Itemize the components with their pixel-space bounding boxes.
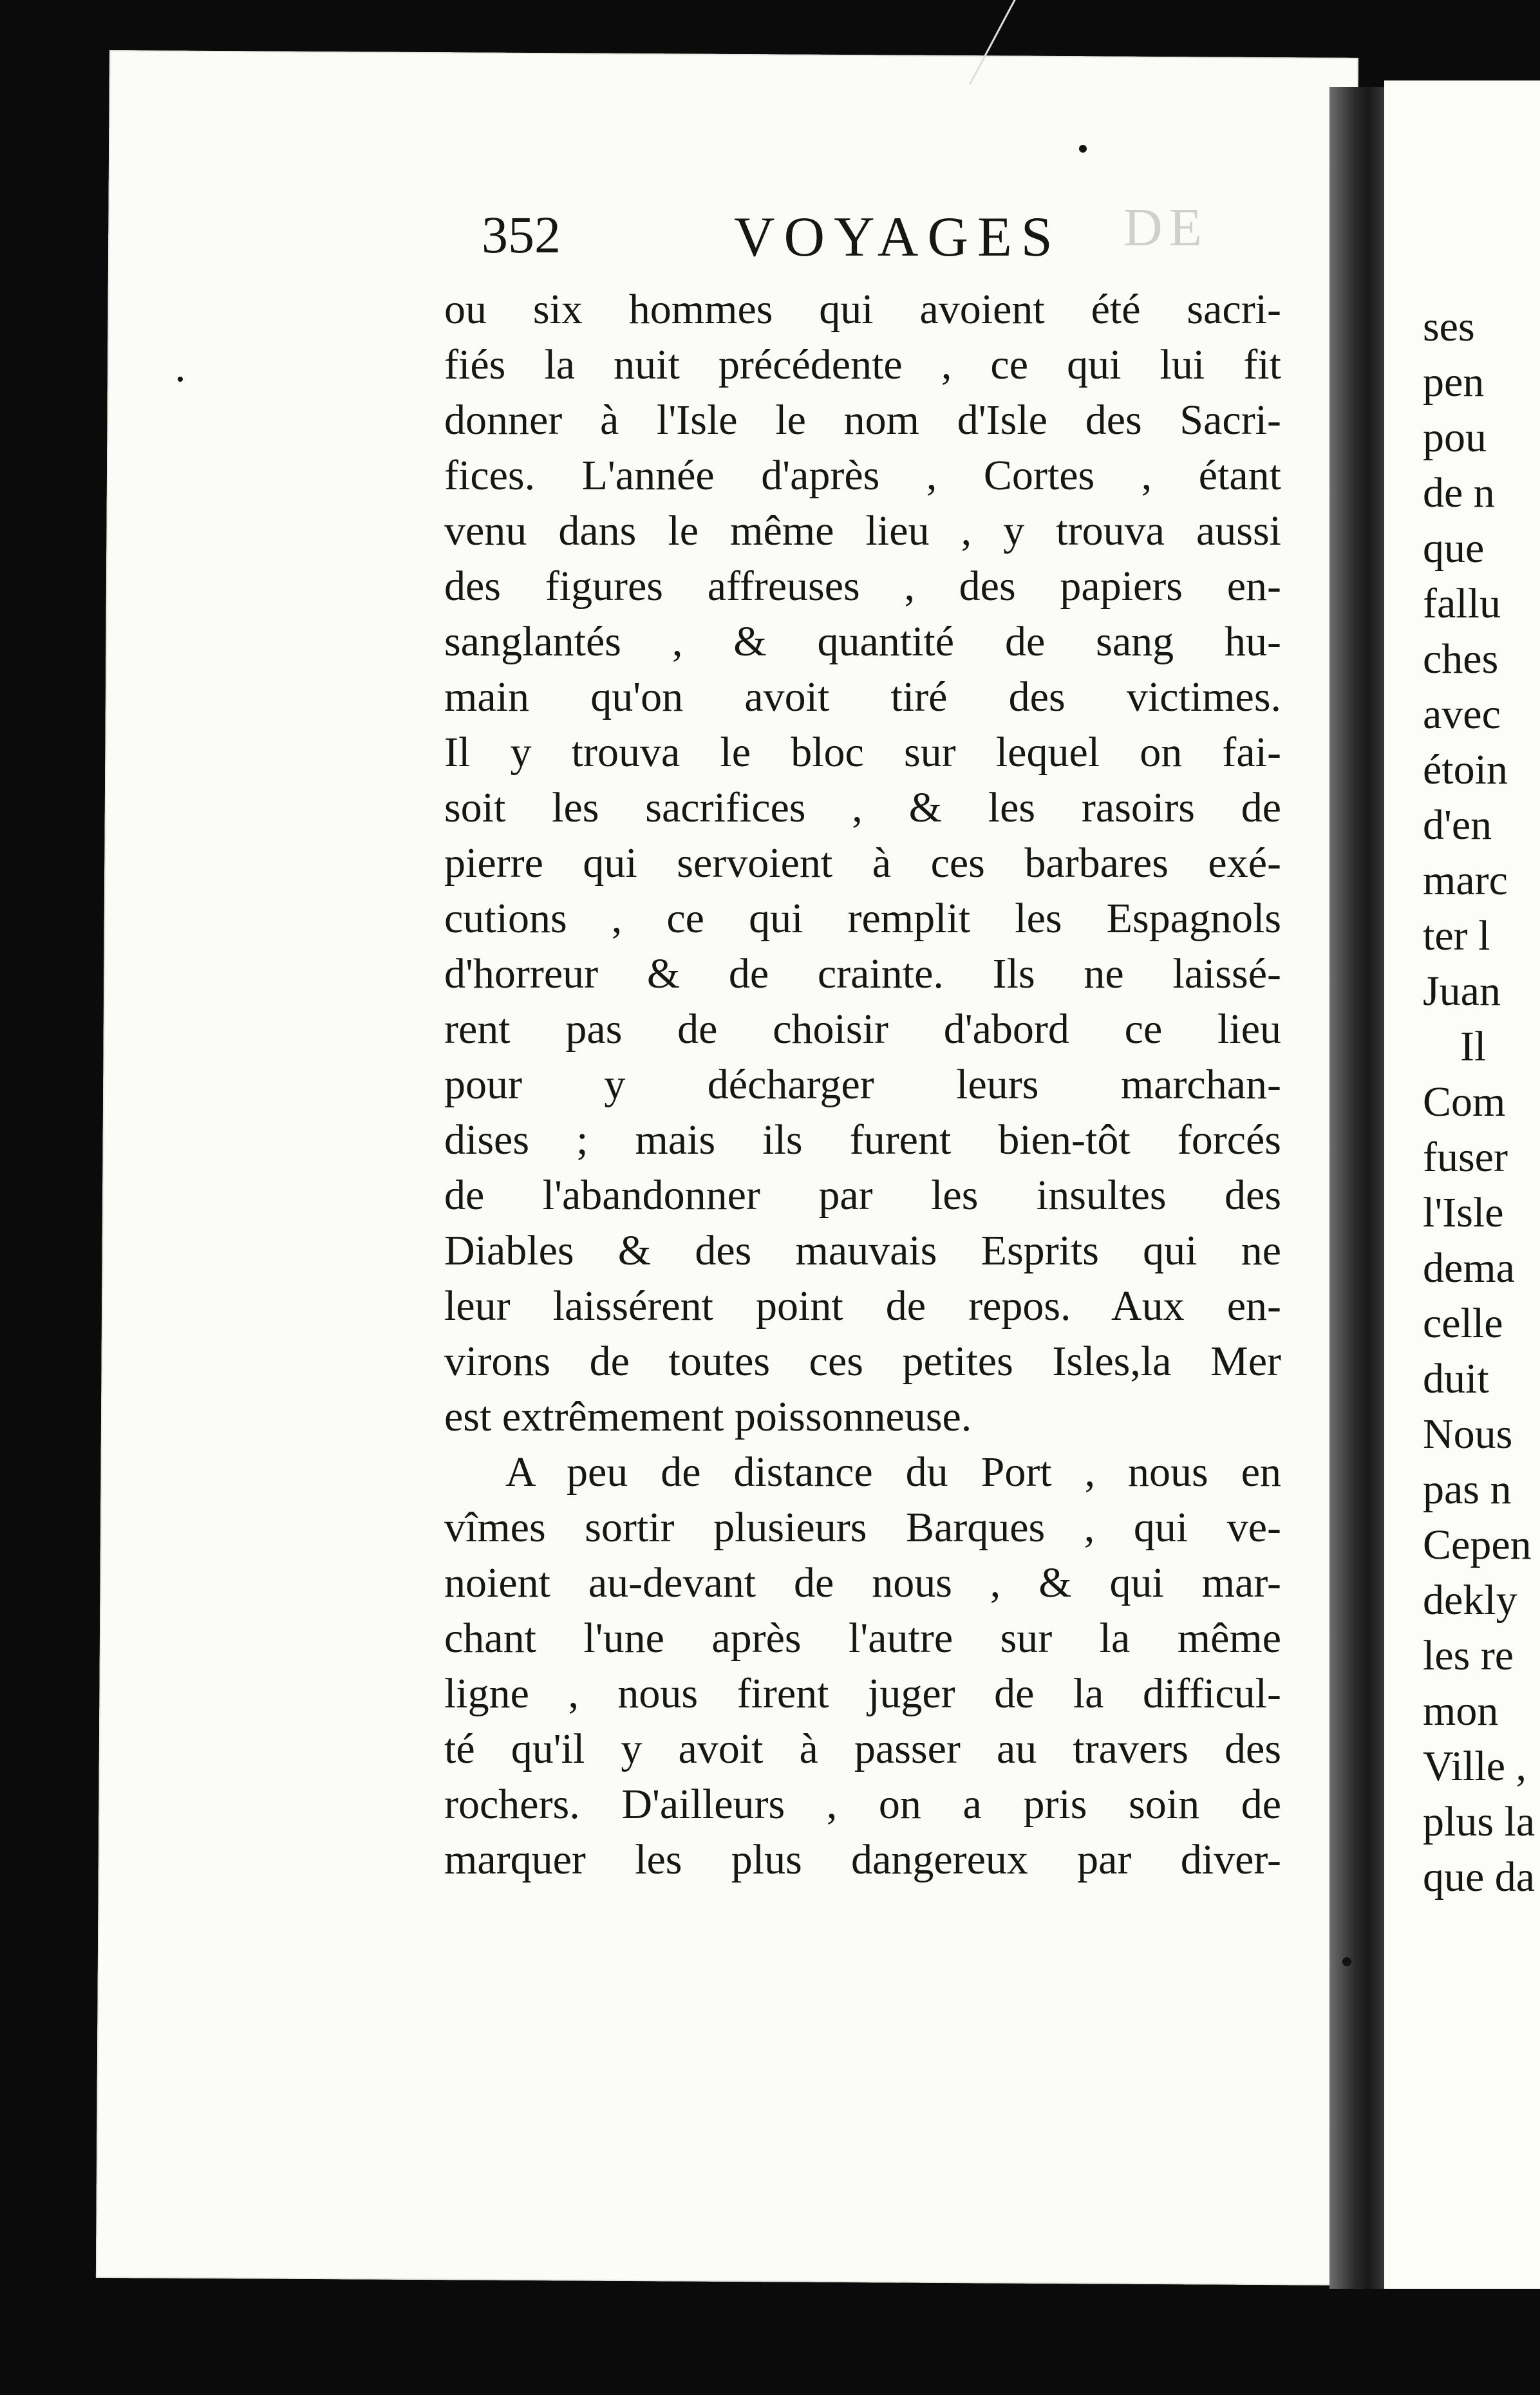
text-fragment: pou bbox=[1423, 414, 1487, 461]
text-fragment: dekly bbox=[1423, 1577, 1517, 1624]
text-line: noient au-devant de nous , & qui mar- bbox=[444, 1559, 1281, 1606]
text-line: dises ; mais ils furent bien-tôt forcés bbox=[444, 1116, 1281, 1163]
text-line: marquer les plus dangereux par diver- bbox=[444, 1836, 1281, 1883]
text-fragment: fuser bbox=[1423, 1134, 1508, 1181]
text-line: sanglantés , & quantité de sang hu- bbox=[444, 618, 1281, 665]
text-fragment: dema bbox=[1423, 1244, 1515, 1291]
book-gutter-shadow bbox=[1329, 87, 1386, 2289]
page-number: 352 bbox=[482, 205, 561, 264]
text-fragment: mon bbox=[1423, 1687, 1499, 1734]
text-line: rochers. D'ailleurs , on a pris soin de bbox=[444, 1781, 1281, 1828]
text-line: venu dans le même lieu , y trouva aussi bbox=[444, 507, 1281, 554]
text-line: pierre qui servoient à ces barbares exé- bbox=[444, 840, 1281, 887]
text-fragment: celle bbox=[1423, 1300, 1503, 1347]
text-fragment: ter l bbox=[1423, 912, 1490, 959]
text-fragment: Nous bbox=[1423, 1411, 1513, 1458]
text-line: pour y décharger leurs marchan- bbox=[444, 1061, 1281, 1108]
text-fragment: de n bbox=[1423, 469, 1495, 516]
text-line: virons de toutes ces petites Isles,la Mer bbox=[444, 1338, 1281, 1385]
text-fragment: avec bbox=[1423, 691, 1501, 738]
text-fragment: Cepen bbox=[1423, 1521, 1532, 1568]
text-fragment: ches bbox=[1423, 635, 1499, 682]
bleed-through-text: DE bbox=[1123, 198, 1208, 258]
main-text-block bbox=[444, 282, 1281, 1888]
text-line: soit les sacrifices , & les rasoirs de bbox=[444, 784, 1281, 831]
text-line: cutions , ce qui remplit les Espagnols bbox=[444, 895, 1281, 942]
text-fragment: l'Isle bbox=[1423, 1189, 1504, 1236]
ink-speck bbox=[1342, 1957, 1351, 1966]
ink-speck bbox=[1079, 145, 1087, 153]
text-fragment: étoin bbox=[1423, 746, 1508, 793]
text-line: té qu'il y avoit à passer au travers des bbox=[444, 1725, 1281, 1772]
text-line: leur laissérent point de repos. Aux en- bbox=[444, 1282, 1281, 1329]
text-fragment: que bbox=[1423, 525, 1485, 572]
text-fragment: que da bbox=[1423, 1854, 1535, 1901]
text-line: de l'abandonner par les insultes des bbox=[444, 1172, 1281, 1219]
ink-speck bbox=[178, 377, 183, 382]
text-line: fices. L'année d'après , Cortes , étant bbox=[444, 452, 1281, 499]
text-fragment: fallu bbox=[1423, 580, 1501, 627]
text-fragment: Il bbox=[1460, 1023, 1487, 1070]
text-line: rent pas de choisir d'abord ce lieu bbox=[444, 1006, 1281, 1053]
text-fragment: pas n bbox=[1423, 1466, 1512, 1513]
text-line: des figures affreuses , des papiers en- bbox=[444, 563, 1281, 610]
text-line: fiés la nuit précédente , ce qui lui fit bbox=[444, 341, 1281, 388]
text-line: main qu'on avoit tiré des victimes. bbox=[444, 673, 1281, 720]
text-line: ligne , nous firent juger de la difficul- bbox=[444, 1670, 1281, 1717]
text-fragment: plus la bbox=[1423, 1798, 1535, 1845]
text-line: vîmes sortir plusieurs Barques , qui ve- bbox=[444, 1504, 1281, 1551]
text-line: ou six hommes qui avoient été sacri- bbox=[444, 286, 1281, 333]
text-fragment: les re bbox=[1423, 1632, 1514, 1679]
running-title: VOYAGES bbox=[734, 206, 1062, 268]
text-fragment: marc bbox=[1423, 857, 1508, 904]
text-fragment: d'en bbox=[1423, 802, 1492, 849]
text-line: Il y trouva le bloc sur lequel on fai- bbox=[444, 729, 1281, 776]
text-fragment: ses bbox=[1423, 303, 1475, 350]
text-fragment: Juan bbox=[1423, 968, 1501, 1015]
paragraph-first-line: A peu de distance du Port , nous en bbox=[505, 1449, 1281, 1496]
text-fragment: Ville , bbox=[1423, 1743, 1527, 1790]
text-fragment: Com bbox=[1423, 1078, 1506, 1125]
text-line: Diables & des mauvais Esprits qui ne bbox=[444, 1227, 1281, 1274]
text-line: donner à l'Isle le nom d'Isle des Sacri- bbox=[444, 397, 1281, 444]
text-line: chant l'une après l'autre sur la même bbox=[444, 1615, 1281, 1662]
text-line: est extrêmement poissonneuse. bbox=[444, 1393, 972, 1440]
text-fragment: pen bbox=[1423, 359, 1485, 406]
text-fragment: duit bbox=[1423, 1355, 1489, 1402]
right-page-text-fragments bbox=[1423, 299, 1540, 1905]
text-line: d'horreur & de crainte. Ils ne laissé- bbox=[444, 950, 1281, 997]
